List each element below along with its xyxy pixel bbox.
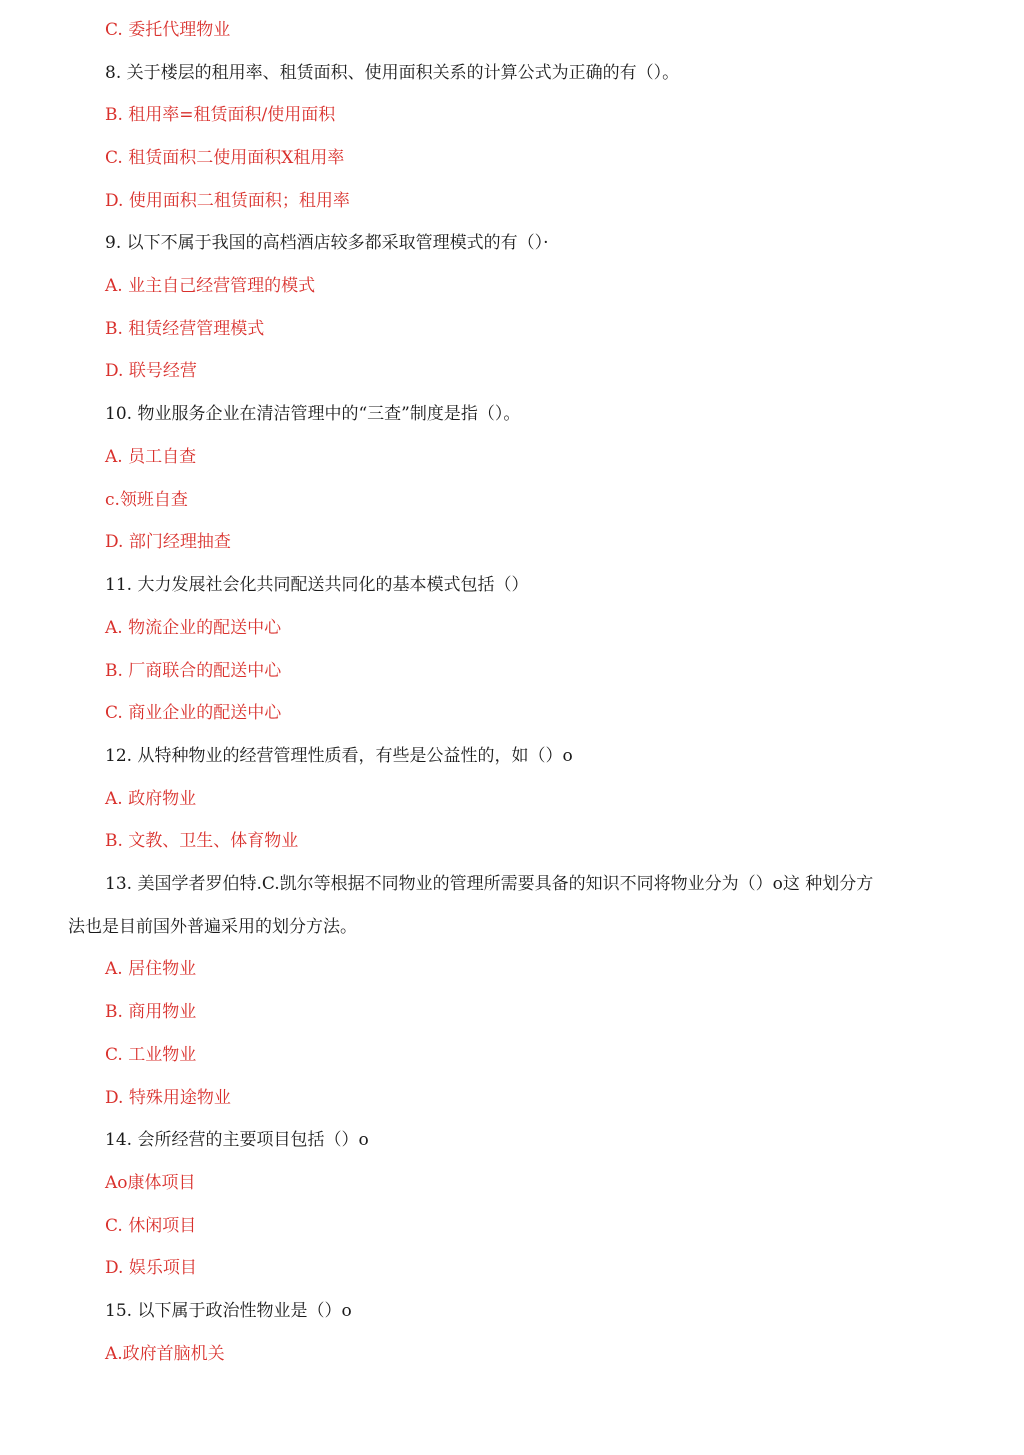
question-text: 8. 关于楼层的租用率、租赁面积、使用面积关系的计算公式为正确的有（）。 [105,63,680,83]
question-text: 10. 物业服务企业在清洁管理中的“三查”制度是指（）。 [105,404,521,424]
answer-option: C. 委托代理物业 [105,20,231,40]
question-text: 15. 以下属于政治性物业是（）o [105,1301,352,1321]
question-text: 12. 从特种物业的经营管理性质看，有些是公益性的，如（）o [105,746,573,766]
question-text: 14. 会所经营的主要项目包括（）o [105,1130,369,1150]
answer-option: B. 租赁经营管理模式 [105,319,265,339]
answer-option: C. 商业企业的配送中心 [105,703,282,723]
answer-option: B. 商用物业 [105,1002,197,1022]
answer-option: c.领班自查 [105,490,188,510]
answer-option: A. 物流企业的配送中心 [105,618,282,638]
answer-option: D. 使用面积二租赁面积；租用率 [105,191,350,211]
answer-option: D. 联号经营 [105,361,197,381]
answer-option: A. 政府物业 [105,789,197,809]
answer-option: A. 居住物业 [105,959,197,979]
answer-option: B. 厂商联合的配送中心 [105,661,282,681]
question-text: 9. 以下不属于我国的高档酒店较多都采取管理模式的有（）· [105,233,549,253]
answer-option: A. 员工自查 [105,447,197,467]
answer-option: C. 休闲项目 [105,1216,197,1236]
answer-option: A. 业主自己经营管理的模式 [105,276,316,296]
question-text: 13. 美国学者罗伯特.C.凯尔等根据不同物业的管理所需要具备的知识不同将物业分为（）o这 种划分方 [105,874,874,894]
answer-option: D. 特殊用途物业 [105,1088,231,1108]
answer-option: D. 娱乐项目 [105,1258,197,1278]
answer-option: D. 部门经理抽查 [105,532,231,552]
question-text: 11. 大力发展社会化共同配送共同化的基本模式包括（） [105,575,529,595]
answer-option: A.政府首脑机关 [105,1344,225,1364]
question-text-continued: 法也是目前国外普遍采用的划分方法。 [68,917,357,937]
answer-option: B. 文教、卫生、体育物业 [105,831,299,851]
answer-option: Ao康体项目 [105,1173,196,1193]
answer-option: B. 租用率=租赁面积/使用面积 [105,105,336,125]
answer-option: C. 工业物业 [105,1045,197,1065]
answer-option: C. 租赁面积二使用面积X租用率 [105,148,345,168]
